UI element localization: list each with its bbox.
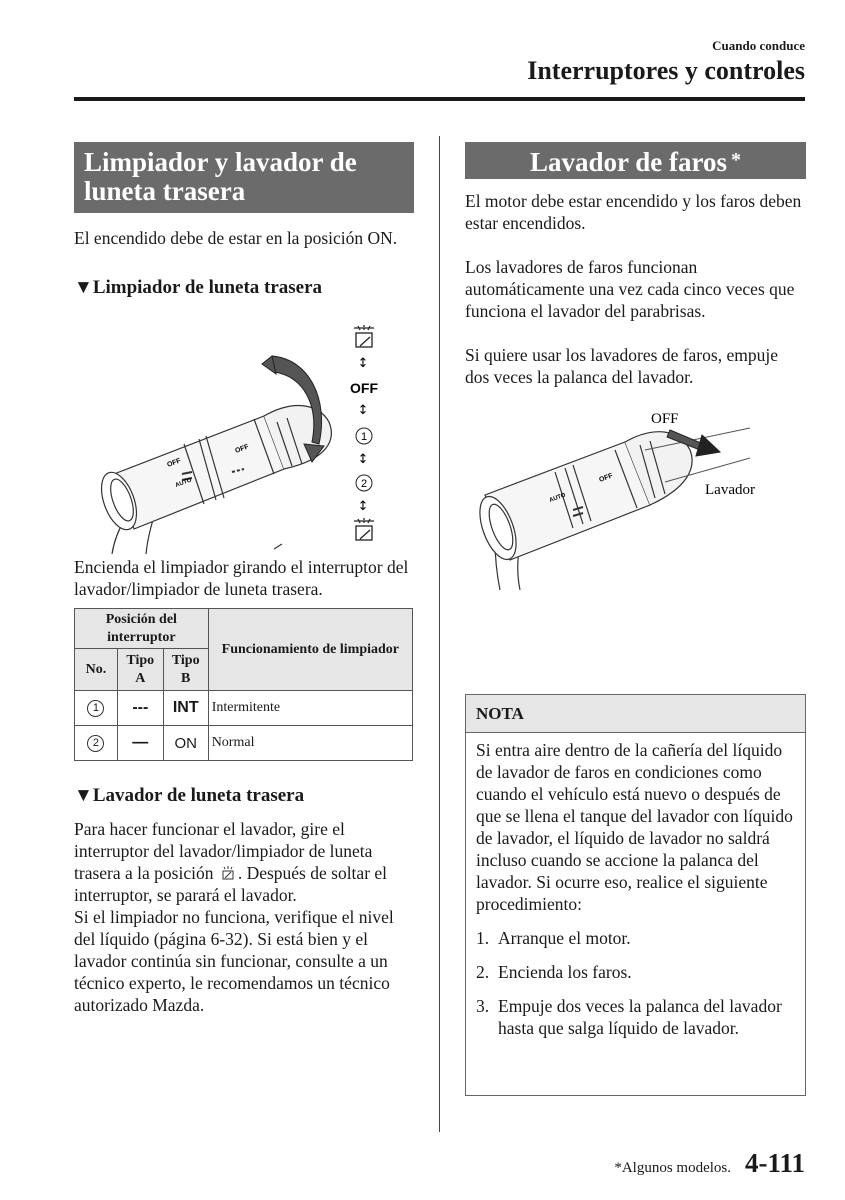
page-footer [614,1148,805,1179]
subhead-rear-wiper-label: Limpiador de luneta trasera [92,277,323,298]
step-3-text: Empuje dos veces la palanca del lavador hasta que salga líquido de lavador. [498,996,782,1038]
rear-washer-text-b: . Después de soltar el interruptor, se parará el lavador. [74,863,388,905]
triangle-icon: ▼ [74,785,93,806]
header-rule [74,97,805,101]
step-3-num: 3. [476,996,490,1016]
updown-arrow-3: ↕ [357,452,369,467]
row1-function: Intermitente [208,691,412,726]
position-2-label: 2 [360,478,368,490]
nota-body [466,733,805,1057]
list-item [476,927,795,949]
row1-tipo-a: --- [117,691,163,726]
table-row [75,691,413,726]
fig2-lavador-label: Lavador [705,482,755,498]
step-2-num: 2. [476,962,490,982]
footnote-mark: * [614,1160,622,1176]
table-head-function: Funcionamiento de limpiador [208,609,412,691]
updown-arrow-4: ↕ [357,499,369,514]
row1-no-cell [75,691,118,726]
wiper-instruction-text: Encienda el limpiador girando el interruptor del lavador/limpiador de luneta trasera. [74,557,409,599]
rear-intro-text: El encendido debe de estar en la posición ON. [74,228,398,248]
chapter-label: Cuando conduce [712,38,805,53]
column-divider [439,136,440,1132]
page-title: Interruptores y controles [527,56,805,85]
nota-heading: NOTA [466,695,805,733]
rear-wiper-lever-figure [74,304,414,554]
headlamp-manual-text: Si quiere usar los lavadores de faros, empuje dos veces la palanca del lavador. [465,345,778,387]
nota-steps [476,927,795,1039]
table-row [75,726,413,761]
page-number: 4-111 [744,1148,805,1178]
rear-washer-text-a: Para hacer funcionar el lavador, gire el interruptor del lavador/limpiador de luneta trasera a la posición [74,819,373,883]
list-item [476,995,795,1039]
wiper-position-table [74,608,413,761]
step-1-text: Arranque el motor. [498,928,631,948]
table-head-position: Posición del interruptor [75,609,209,649]
nota-text: Si entra aire dentro de la cañería del líquido de lavador de faros en condiciones como cuando el vehículo está nuevo o después de que se llena el tanque del lavador con líquido de lavador, el líquido de lavador no saldrá incluso cuando se accione la palanca del lavador. Si ocurre eso, realice el siguiente procedimiento: [476,740,793,914]
row2-tipo-a: — [117,726,163,761]
updown-arrow-1: ↕ [357,356,369,371]
headlamp-auto-text: Los lavadores de faros funcionan automáticamente una vez cada cinco veces que funciona el lavador del parabrisas. [465,257,795,321]
step-1-num: 1. [476,928,490,948]
lever-off-label: OFF [166,457,182,469]
section-title-headlamp-label: Lavador de faros [529,147,727,177]
tipo-a-label: Tipo A [126,652,155,686]
right-column [465,142,806,590]
row1-no: 1 [87,700,104,717]
wiper-lever-illustration [95,406,332,554]
updown-arrow-2: ↕ [357,403,369,418]
rear-washer-icon-bottom [354,518,374,540]
table-head-no: No. [75,649,118,691]
triangle-icon: ▼ [74,277,93,298]
step-2-text: Encienda los faros. [498,962,632,982]
row2-no: 2 [87,735,104,752]
table-head-tipo-a [117,649,163,691]
row2-no-cell [75,726,118,761]
subhead-rear-wiper [74,276,414,300]
row2-function: Normal [208,726,412,761]
lever2-off-label: OFF [598,472,614,484]
lever2-auto-label: AUTO [548,492,567,504]
table-head-tipo-b [163,649,208,691]
asterisk-mark: * [731,149,741,171]
left-column [74,142,414,1016]
row1-tipo-b: INT [163,691,208,726]
headlamp-intro-text: El motor debe estar encendido y los faros deben estar encendidos. [465,191,802,233]
headlamp-washer-lever-figure [465,410,806,590]
position-1-label: 1 [360,431,368,443]
rear-washer-text [74,818,414,906]
footnote [614,1160,731,1177]
footnote-text: Algunos modelos. [621,1160,731,1176]
lever-ring-off-label: OFF [234,443,250,455]
off-position-label: OFF [350,380,378,396]
row2-tipo-b: ON [163,726,208,761]
list-item [476,961,795,983]
section-title-rear-wiper: Limpiador y lavador de luneta trasera [74,142,414,213]
section-title-headlamp-washer [465,142,806,179]
subhead-rear-washer-label: Lavador de luneta trasera [92,785,305,806]
lever-auto-label: AUTO [174,477,193,489]
fig2-off-label: OFF [651,411,679,427]
rear-washer-check-text: Si el limpiador no funciona, verifique el nivel del líquido (página 6-32). Si está bien y el lavador continúa sin funcionar, consulte a un técnico experto, le recomendamos un técnico autorizado Mazda. [74,907,394,1015]
tipo-b-label: Tipo B [171,652,200,686]
washer-symbol-icon [221,866,235,880]
nota-box [465,694,806,1096]
rear-washer-icon-top [354,325,374,347]
subhead-rear-washer [74,784,414,808]
